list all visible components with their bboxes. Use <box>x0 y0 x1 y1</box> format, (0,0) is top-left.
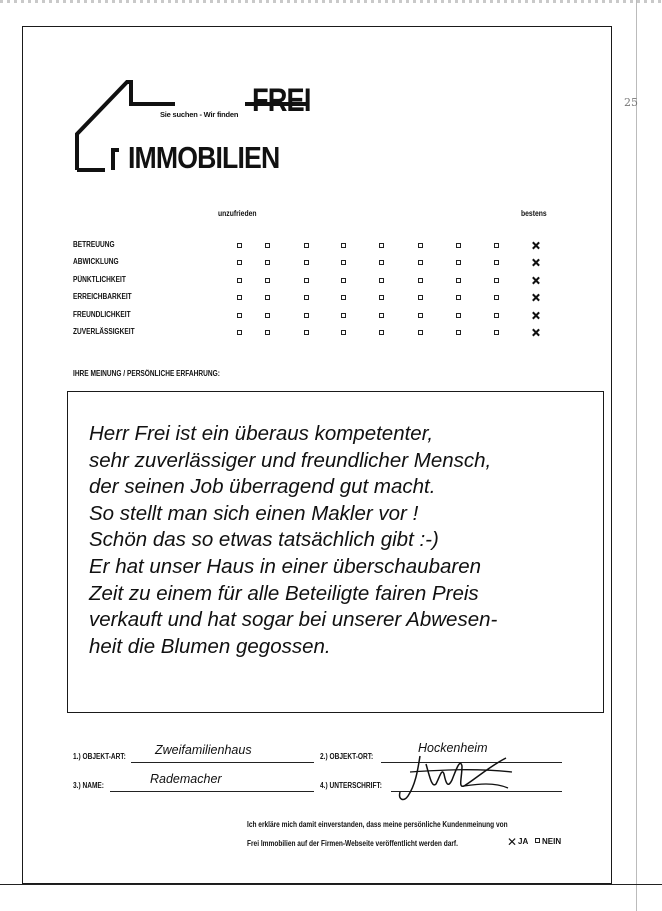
unterschrift-label: 4.) UNTERSCHRIFT: <box>320 781 382 790</box>
scale-high-label: bestens <box>521 209 547 218</box>
rating-checkbox[interactable] <box>304 313 309 318</box>
rating-checkbox-checked[interactable] <box>532 294 539 301</box>
rating-checkbox-checked[interactable] <box>532 329 539 336</box>
rating-checkbox[interactable] <box>237 313 242 318</box>
logo-name: IMMOBILIEN <box>128 140 280 175</box>
rating-checkbox[interactable] <box>494 243 499 248</box>
rating-checkbox[interactable] <box>379 295 384 300</box>
rating-checkbox[interactable] <box>304 295 309 300</box>
rating-checkbox[interactable] <box>418 295 423 300</box>
rating-checkbox[interactable] <box>265 330 270 335</box>
criterion-label: BETREUUNG <box>73 240 115 249</box>
rating-checkbox[interactable] <box>341 260 346 265</box>
consent-line-2: Frei Immobilien auf der Firmen-Webseite veröffentlicht werden darf. <box>247 839 458 848</box>
opinion-line: der seinen Job überragend gut macht. <box>89 475 436 499</box>
objekt-art-line <box>131 762 314 763</box>
rating-checkbox[interactable] <box>304 243 309 248</box>
rating-checkbox[interactable] <box>237 330 242 335</box>
rating-checkbox[interactable] <box>341 243 346 248</box>
rating-checkbox[interactable] <box>418 330 423 335</box>
rating-checkbox[interactable] <box>494 295 499 300</box>
opinion-line: Er hat unser Haus in einer überschaubaren <box>89 555 482 578</box>
margin-note: 25 <box>624 96 638 109</box>
yes-label: JA <box>518 837 529 846</box>
rating-checkbox[interactable] <box>265 313 270 318</box>
objekt-art-label: 1.) OBJEKT-ART: <box>73 752 126 761</box>
rating-checkbox[interactable] <box>379 260 384 265</box>
objekt-ort-label: 2.) OBJEKT-ORT: <box>320 752 374 761</box>
scale-low-label: unzufrieden <box>218 209 257 218</box>
rating-checkbox[interactable] <box>265 295 270 300</box>
criterion-label: PÜNKTLICHKEIT <box>73 274 126 284</box>
rating-checkbox[interactable] <box>379 313 384 318</box>
no-label: NEIN <box>542 837 562 846</box>
rating-checkbox[interactable] <box>456 260 461 265</box>
rating-checkbox[interactable] <box>304 330 309 335</box>
rating-checkbox[interactable] <box>265 260 270 265</box>
rating-checkbox[interactable] <box>237 278 242 283</box>
rating-checkbox[interactable] <box>341 330 346 335</box>
opinion-line: verkauft und hat sogar bei unserer Abwesen- <box>89 608 498 632</box>
criterion-label: ABWICKLUNG <box>73 257 119 267</box>
opinion-line: sehr zuverlässiger und freundlicher Mensch, <box>89 448 492 472</box>
rating-checkbox[interactable] <box>379 243 384 248</box>
opinion-line: Herr Frei ist ein überaus kompetenter, <box>89 422 434 445</box>
opinion-line: So stellt man sich einen Makler vor ! <box>89 501 419 525</box>
page-bottom-edge <box>0 884 662 885</box>
rating-checkbox[interactable] <box>456 330 461 335</box>
rating-checkbox[interactable] <box>494 313 499 318</box>
rating-checkbox[interactable] <box>418 313 423 318</box>
opinion-line: Zeit zu einem für alle Beteiligte fairen Preis <box>89 581 479 605</box>
scan-noise <box>0 0 662 3</box>
opinion-line: Schön das so etwas tatsächlich gibt :-) <box>89 528 439 552</box>
rating-checkbox[interactable] <box>456 313 461 318</box>
rating-checkbox[interactable] <box>379 330 384 335</box>
rating-checkbox-checked[interactable] <box>532 242 539 249</box>
criterion-label: FREUNDLICHKEIT <box>73 309 131 319</box>
scan-edge-right <box>636 0 637 911</box>
rating-checkbox[interactable] <box>418 260 423 265</box>
logo-tagline: Sie suchen - Wir finden <box>160 110 239 119</box>
rating-checkbox-checked[interactable] <box>532 312 539 319</box>
rating-checkbox[interactable] <box>494 278 499 283</box>
name-value[interactable]: Rademacher <box>150 772 222 786</box>
rating-checkbox[interactable] <box>494 260 499 265</box>
rating-checkbox[interactable] <box>418 278 423 283</box>
logo-brand: FREI <box>252 82 311 118</box>
criterion-label: ERREICHBARKEIT <box>73 292 132 302</box>
rating-checkbox[interactable] <box>237 243 242 248</box>
rating-checkbox-checked[interactable] <box>532 277 539 284</box>
rating-checkbox[interactable] <box>456 278 461 283</box>
rating-checkbox[interactable] <box>379 278 384 283</box>
rating-checkbox[interactable] <box>456 243 461 248</box>
opinion-line: heit die Blumen gegossen. <box>89 634 331 658</box>
rating-checkbox[interactable] <box>265 243 270 248</box>
rating-checkbox[interactable] <box>304 260 309 265</box>
name-line <box>110 791 314 792</box>
signature-icon <box>390 744 520 806</box>
no-checkbox[interactable] <box>535 838 540 843</box>
rating-checkbox[interactable] <box>265 278 270 283</box>
rating-checkbox[interactable] <box>418 243 423 248</box>
objekt-art-value[interactable]: Zweifamilienhaus <box>155 743 252 757</box>
name-label: 3.) NAME: <box>73 781 104 790</box>
rating-checkbox[interactable] <box>304 278 309 283</box>
rating-checkbox[interactable] <box>456 295 461 300</box>
rating-checkbox-checked[interactable] <box>532 259 539 266</box>
rating-checkbox[interactable] <box>237 295 242 300</box>
opinion-label: IHRE MEINUNG / PERSÖNLICHE ERFAHRUNG: <box>73 369 220 378</box>
rating-checkbox[interactable] <box>341 313 346 318</box>
rating-checkbox[interactable] <box>341 295 346 300</box>
yes-checkbox-checked[interactable]: ✕ <box>507 835 518 849</box>
objekt-ort-value[interactable]: Hockenheim <box>418 741 488 755</box>
criterion-label: ZUVERLÄSSIGKEIT <box>73 327 135 336</box>
rating-checkbox[interactable] <box>494 330 499 335</box>
rating-checkbox[interactable] <box>341 278 346 283</box>
consent-line-1: Ich erkläre mich damit einverstanden, dass meine persönliche Kundenmeinung von <box>247 820 508 829</box>
rating-checkbox[interactable] <box>237 260 242 265</box>
